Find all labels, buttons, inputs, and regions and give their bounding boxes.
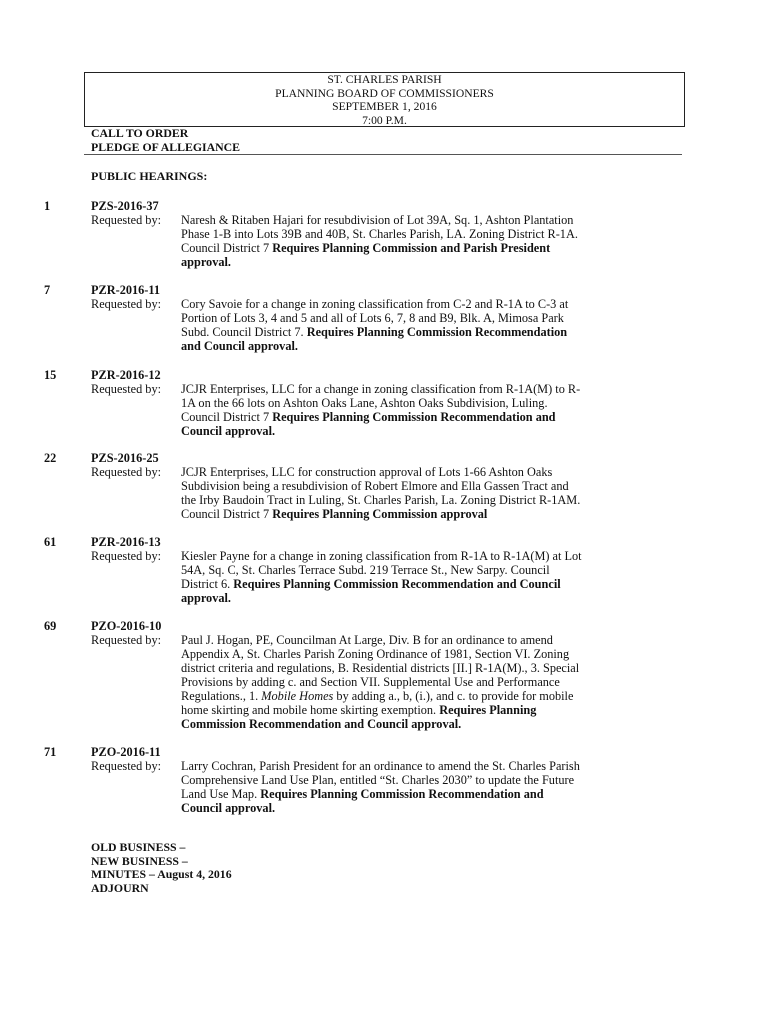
requested-by-label: Requested by: <box>91 465 162 479</box>
requested-by-label: Requested by: <box>91 633 162 647</box>
case-number: PZS-2016-37 <box>91 199 159 213</box>
adjourn: ADJOURN <box>91 880 149 895</box>
description-line <box>181 255 679 269</box>
description-line: district criteria and regulations, B. Residential districts [II.] R-1A(M)., 3. Special <box>181 661 580 675</box>
description-line <box>181 424 679 438</box>
italic-term: Mobile Homes <box>261 689 334 703</box>
closing-section <box>91 841 232 895</box>
approval-requirement: Commission Recommendation and Council approval. <box>181 717 462 731</box>
old-business: OLD BUSINESS – <box>91 840 186 854</box>
case-number: PZR-2016-13 <box>91 535 161 549</box>
description-line: the Irby Baudoin Tract in Luling, St. Charles Parish, La. Zoning District R-1AM. <box>181 493 581 507</box>
item-number: 71 <box>44 745 57 759</box>
board-name: PLANNING BOARD OF COMMISSIONERS <box>275 86 494 100</box>
description-line <box>181 339 679 353</box>
request-description <box>181 382 679 438</box>
description-line: District 6. Requires Planning Commission Recommendation and Council <box>181 577 561 591</box>
requested-by-label: Requested by: <box>91 759 162 773</box>
description-line: Land Use Map. Requires Planning Commission Recommendation and <box>181 787 544 801</box>
description-line: Portion of Lots 3, 4 and 5 and all of Lots 6, 7, 8 and B9, Blk. A, Mimosa Park <box>181 311 564 325</box>
item-number: 7 <box>44 283 51 297</box>
description-line: Subd. Council District 7. Requires Planning Commission Recommendation <box>181 325 568 339</box>
approval-requirement: Council approval. <box>181 424 276 438</box>
description-line: Phase 1-B into Lots 39B and 40B, St. Charles Parish, LA. Zoning District R-1A. <box>181 227 578 241</box>
opening-section <box>91 127 240 154</box>
description-line <box>181 801 679 815</box>
requested-by-label: Requested by: <box>91 382 162 396</box>
approval-requirement: Requires Planning Commission Recommendation and <box>272 410 556 424</box>
case-number: PZR-2016-11 <box>91 283 160 297</box>
agenda-header <box>84 72 685 127</box>
pledge-of-allegiance: PLEDGE OF ALLEGIANCE <box>91 139 241 154</box>
parish-name: ST. CHARLES PARISH <box>327 73 442 86</box>
request-description <box>181 213 679 269</box>
meeting-date: SEPTEMBER 1, 2016 <box>332 100 437 113</box>
description-line <box>181 591 679 605</box>
approval-requirement: Requires Planning Commission approval <box>272 507 488 521</box>
description-line: Appendix A, St. Charles Parish Zoning Ordinance of 1981, Section VI. Zoning <box>181 647 570 661</box>
requested-by-label: Requested by: <box>91 549 162 563</box>
approval-requirement: approval. <box>181 591 231 605</box>
item-number: 61 <box>44 535 57 549</box>
description-line: Council District 7 Requires Planning Commission and Parish President <box>181 241 551 255</box>
description-line: Provisions by adding c. and Section VII. Supplemental Use and Performance <box>181 675 560 689</box>
description-line: home skirting and mobile home skirting exemption. Requires Planning <box>181 703 537 717</box>
minutes: MINUTES – August 4, 2016 <box>91 867 232 881</box>
request-description <box>181 297 679 353</box>
description-line: JCJR Enterprises, LLC for a change in zoning classification from R-1A(M) to R- <box>181 382 581 396</box>
request-description <box>181 549 679 605</box>
description-line: Subdivision being a resubdivision of Robert Elmore and Ella Gassen Tract and <box>181 479 569 493</box>
description-line: JCJR Enterprises, LLC for construction approval of Lots 1-66 Ashton Oaks <box>181 465 553 479</box>
description-line: 54A, Sq. C, St. Charles Terrace Subd. 219 Terrace St., New Sarpy. Council <box>181 563 550 577</box>
description-line: Regulations., 1. Mobile Homes by adding a., b, (i.), and c. to provide for mobile <box>181 689 574 703</box>
item-number: 15 <box>44 368 57 382</box>
approval-requirement: Requires Planning Commission Recommendation <box>306 325 568 339</box>
request-description <box>181 465 679 521</box>
approval-requirement: approval. <box>181 255 231 269</box>
approval-requirement: Requires Planning <box>439 703 537 717</box>
approval-requirement: Requires Planning Commission Recommendation and <box>260 787 544 801</box>
description-line: Cory Savoie for a change in zoning classification from C-2 and R-1A to C-3 at <box>181 297 569 311</box>
requested-by-label: Requested by: <box>91 213 162 227</box>
public-hearings-title: PUBLIC HEARINGS: <box>91 169 208 183</box>
approval-requirement: and Council approval. <box>181 339 298 353</box>
requested-by-label: Requested by: <box>91 297 162 311</box>
item-number: 1 <box>44 199 51 213</box>
description-line: Kiesler Payne for a change in zoning classification from R-1A to R-1A(M) at Lot <box>181 549 582 563</box>
call-to-order: CALL TO ORDER <box>91 126 189 140</box>
description-line: Comprehensive Land Use Plan, entitled “St. Charles 2030” to update the Future <box>181 773 575 787</box>
description-line: Naresh & Ritaben Hajari for resubdivision of Lot 39A, Sq. 1, Ashton Plantation <box>181 213 574 227</box>
case-number: PZR-2016-12 <box>91 368 161 382</box>
approval-requirement: Council approval. <box>181 801 276 815</box>
description-line: Larry Cochran, Parish President for an ordinance to amend the St. Charles Parish <box>181 759 580 773</box>
description-line: Paul J. Hogan, PE, Councilman At Large, Div. B for an ordinance to amend <box>181 633 553 647</box>
description-line: Council District 7 Requires Planning Commission approval <box>181 507 488 521</box>
description-line: Council District 7 Requires Planning Commission Recommendation and <box>181 410 556 424</box>
divider <box>84 154 682 155</box>
approval-requirement: Requires Planning Commission Recommendation and Council <box>233 577 561 591</box>
request-description <box>181 633 679 731</box>
case-number: PZO-2016-10 <box>91 619 162 633</box>
new-business: NEW BUSINESS – <box>91 853 188 868</box>
request-description <box>181 759 679 815</box>
item-number: 22 <box>44 451 57 465</box>
meeting-time: 7:00 P.M. <box>362 113 407 127</box>
description-line <box>181 717 679 731</box>
case-number: PZS-2016-25 <box>91 451 159 465</box>
case-number: PZO-2016-11 <box>91 745 161 759</box>
approval-requirement: Requires Planning Commission and Parish President <box>272 241 551 255</box>
item-number: 69 <box>44 619 57 633</box>
description-line: 1A on the 66 lots on Ashton Oaks Lane, Ashton Oaks Subdivision, Luling. <box>181 396 548 410</box>
